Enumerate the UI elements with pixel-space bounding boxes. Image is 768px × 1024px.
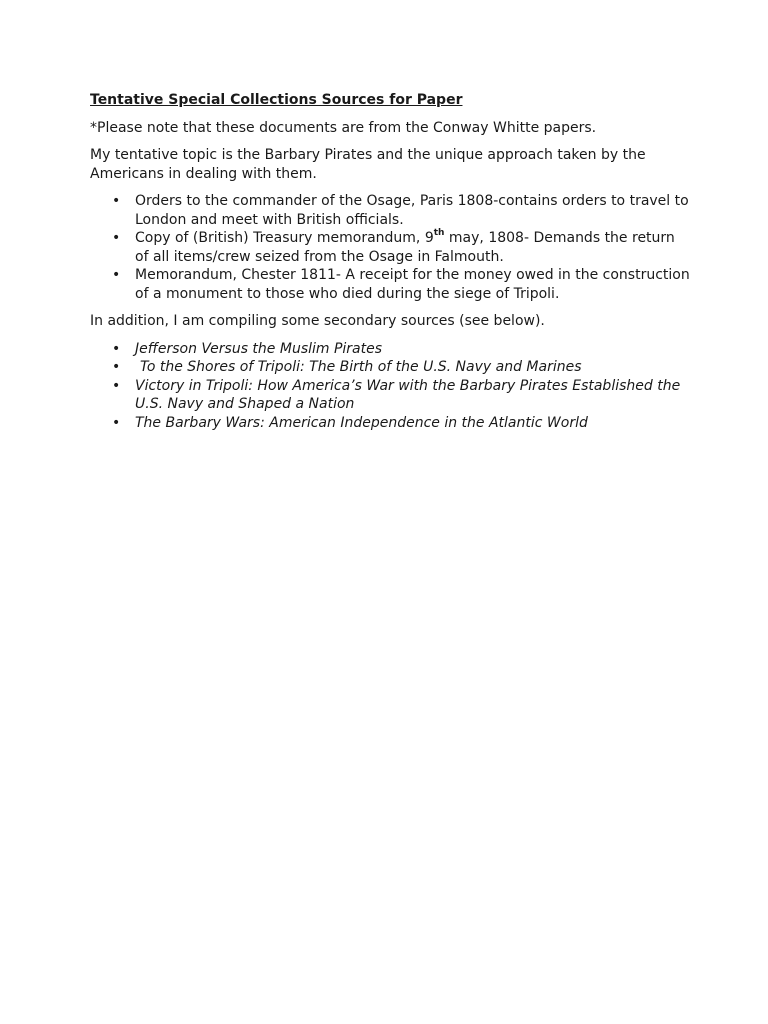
list-item xyxy=(90,414,690,433)
bullet-icon: • xyxy=(112,414,121,431)
list-item xyxy=(90,358,690,377)
list-item-text: Memorandum, Chester 1811- A receipt for the money owed in the construction of a monument to those who died during the siege of Tripoli. xyxy=(135,267,690,302)
primary-sources-list xyxy=(90,192,690,303)
secondary-intro: In addition, I am compiling some secondary sources (see below). xyxy=(90,313,545,329)
ordinal-suffix: th xyxy=(433,228,445,239)
list-item-text xyxy=(135,230,675,265)
book-title: Jefferson Versus the Muslim Pirates xyxy=(135,340,383,357)
list-item-text: Orders to the commander of the Osage, Paris 1808-contains orders to travel to London and meet with British officials. xyxy=(135,193,689,228)
document-title: Tentative Special Collections Sources for Paper xyxy=(90,92,463,108)
list-item xyxy=(90,266,690,303)
bullet-icon: • xyxy=(112,267,121,283)
bullet-icon: • xyxy=(112,193,121,209)
book-title: To the Shores of Tripoli: The Birth of the U.S. Navy and Marines xyxy=(140,359,582,375)
list-item-text-before: Copy of (British) Treasury memorandum, 9 xyxy=(135,230,434,246)
topic-intro: My tentative topic is the Barbary Pirates and the unique approach taken by the Americans in dealing with them. xyxy=(90,147,646,182)
bullet-icon: • xyxy=(112,359,121,375)
list-item xyxy=(90,377,690,414)
bullet-icon: • xyxy=(112,230,121,246)
bullet-icon: • xyxy=(112,377,121,394)
book-title: The Barbary Wars: American Independence in the Atlantic World xyxy=(135,414,588,431)
source-note: *Please note that these documents are from the Conway Whitte papers. xyxy=(90,119,597,136)
book-title: Victory in Tripoli: How America’s War with the Barbary Pirates Established the U.S. Navy and Shaped a Nation xyxy=(135,377,681,412)
list-item xyxy=(90,192,690,229)
list-item-text-after: may, 1808- Demands the return of all items/crew seized from the Osage in Falmouth. xyxy=(135,230,675,265)
list-item xyxy=(90,229,690,266)
bullet-icon: • xyxy=(112,340,121,357)
document-page xyxy=(90,91,690,441)
list-item xyxy=(90,340,690,359)
secondary-sources-list xyxy=(90,340,690,433)
